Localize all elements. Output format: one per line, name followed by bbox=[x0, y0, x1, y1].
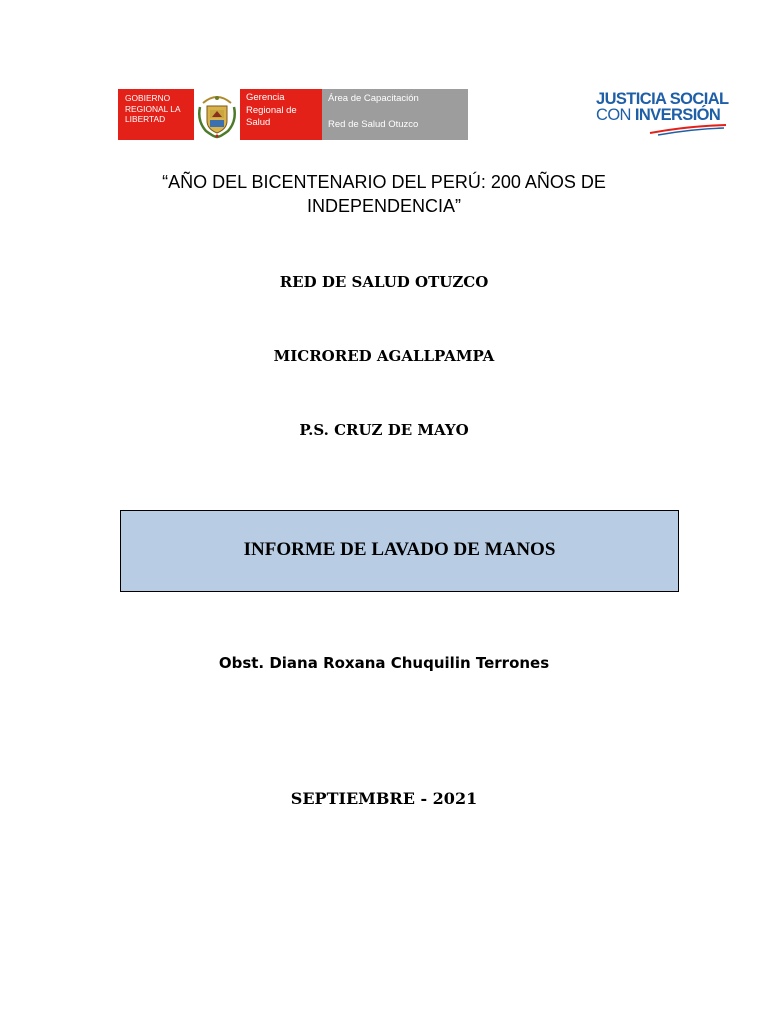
gobierno-regional-logo bbox=[118, 89, 194, 140]
anio-bicentenario-heading bbox=[0, 170, 768, 218]
con-inversion-text bbox=[596, 106, 720, 125]
author-name: Obst. Diana Roxana Chuquilin Terrones bbox=[218, 654, 550, 672]
gerencia-line-1: Gerencia bbox=[246, 92, 285, 103]
puesto-salud-title: P.S. CRUZ DE MAYO bbox=[299, 421, 469, 439]
fecha-informe: SEPTIEMBRE - 2021 bbox=[290, 789, 478, 808]
gerencia-regional-salud-logo bbox=[240, 89, 322, 140]
area-capacitacion-box bbox=[322, 89, 468, 140]
gobierno-line-3: LIBERTAD bbox=[125, 114, 166, 124]
header-logo-band bbox=[118, 89, 468, 140]
gerencia-line-2: Regional de bbox=[246, 104, 297, 116]
area-capacitacion-label: Área de Capacitación bbox=[328, 93, 419, 104]
gobierno-line-1: GOBIERNO bbox=[125, 93, 171, 103]
gerencia-line-3: Salud bbox=[246, 117, 271, 128]
gobierno-line-2: REGIONAL LA bbox=[125, 103, 181, 114]
red-salud-otuzco-label: Red de Salud Otuzco bbox=[328, 119, 419, 130]
microred-title: MICRORED AGALLPAMPA bbox=[273, 347, 495, 365]
coat-of-arms-seal-icon bbox=[194, 89, 240, 140]
anio-line-2: INDEPENDENCIA” bbox=[306, 196, 462, 216]
justicia-social-text: JUSTICIA SOCIAL bbox=[596, 90, 729, 108]
informe-title-box bbox=[120, 510, 679, 592]
informe-title: INFORME DE LAVADO DE MANOS bbox=[243, 539, 556, 560]
red-de-salud-title: RED DE SALUD OTUZCO bbox=[279, 273, 489, 291]
inversion-text: INVERSIÓN bbox=[634, 106, 721, 124]
justicia-social-logo bbox=[590, 88, 730, 138]
swoosh-icon bbox=[648, 124, 728, 136]
con-text: CON bbox=[596, 106, 631, 124]
anio-line-1: “AÑO DEL BICENTENARIO DEL PERÚ: 200 AÑOS DE bbox=[162, 172, 606, 192]
